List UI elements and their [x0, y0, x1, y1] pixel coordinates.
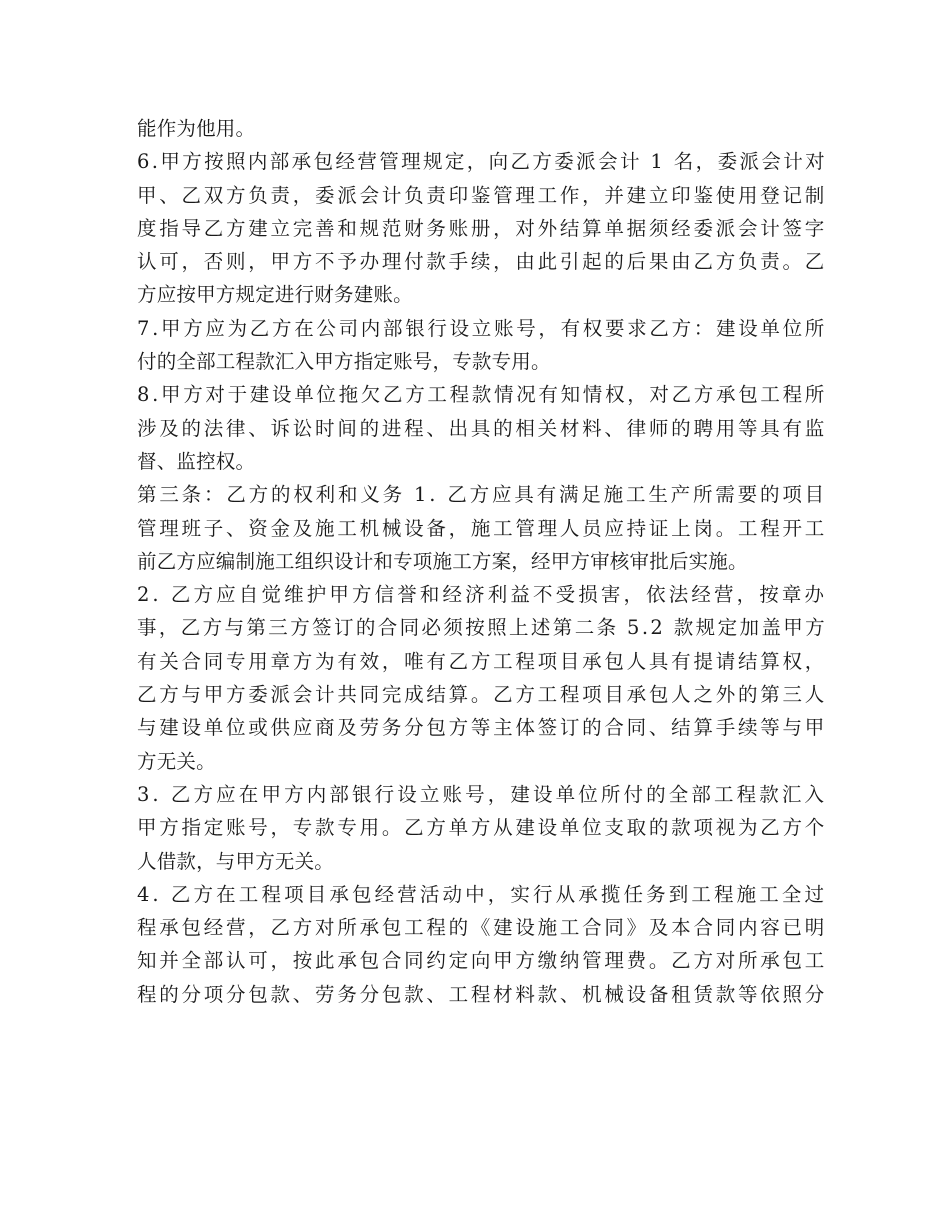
text-line: 知并全部认可，按此承包合同约定向甲方缴纳管理费。乙方对所承包工 [137, 949, 827, 973]
text-line: 督、监控权。 [137, 449, 256, 473]
text-line: 3. 乙方应在甲方内部银行设立账号，建设单位所付的全部工程款汇入 [137, 782, 827, 806]
text-line: 认可，否则，甲方不予办理付款手续，由此引起的后果由乙方负责。乙 [137, 250, 827, 274]
text-line: 8.甲方对于建设单位拖欠乙方工程款情况有知情权，对乙方承包工程所 [137, 383, 827, 407]
text-line: 6.甲方按照内部承包经营管理规定，向乙方委派会计 1 名，委派会计对 [137, 150, 827, 174]
text-line: 付的全部工程款汇入甲方指定账号，专款专用。 [137, 350, 551, 374]
text-line: 能作为他用。 [137, 117, 256, 140]
text-line: 7.甲方应为乙方在公司内部银行设立账号，有权要求乙方：建设单位所 [137, 316, 827, 340]
text-line: 管理班子、资金及施工机械设备，施工管理人员应持证上岗。工程开工 [137, 516, 827, 540]
text-line: 程承包经营，乙方对所承包工程的《建设施工合同》及本合同内容已明 [137, 916, 827, 940]
text-line: 事，乙方与第三方签订的合同必须按照上述第二条 5.2 款规定加盖甲方 [137, 616, 827, 640]
text-line: 方无关。 [137, 749, 216, 773]
text-line: 有关合同专用章方为有效，唯有乙方工程项目承包人具有提请结算权， [137, 649, 827, 673]
text-line: 甲方指定账号，专款专用。乙方单方从建设单位支取的款项视为乙方个 [137, 816, 827, 840]
text-line: 与建设单位或供应商及劳务分包方等主体签订的合同、结算手续等与甲 [137, 716, 827, 740]
text-line: 程的分项分包款、劳务分包款、工程材料款、机械设备租赁款等依照分 [137, 982, 827, 1006]
text-line: 前乙方应编制施工组织设计和专项施工方案，经甲方审核审批后实施。 [137, 549, 748, 573]
text-line: 乙方与甲方委派会计共同完成结算。乙方工程项目承包人之外的第三人 [137, 683, 827, 707]
contract-body-text [137, 112, 827, 1011]
text-line: 方应按甲方规定进行财务建账。 [137, 283, 413, 307]
text-line: 涉及的法律、诉讼时间的进程、出具的相关材料、律师的聘用等具有监 [137, 416, 827, 440]
text-line: 人借款，与甲方无关。 [137, 849, 335, 873]
text-line: 2. 乙方应自觉维护甲方信誉和经济利益不受损害，依法经营，按章办 [137, 583, 827, 607]
text-line: 甲、乙双方负责，委派会计负责印鉴管理工作，并建立印鉴使用登记制 [137, 183, 827, 207]
text-line: 4. 乙方在工程项目承包经营活动中，实行从承揽任务到工程施工全过 [137, 882, 827, 906]
text-line: 第三条：乙方的权利和义务 1. 乙方应具有满足施工生产所需要的项目 [137, 483, 827, 507]
text-line: 度指导乙方建立完善和规范财务账册，对外结算单据须经委派会计签字 [137, 216, 827, 240]
